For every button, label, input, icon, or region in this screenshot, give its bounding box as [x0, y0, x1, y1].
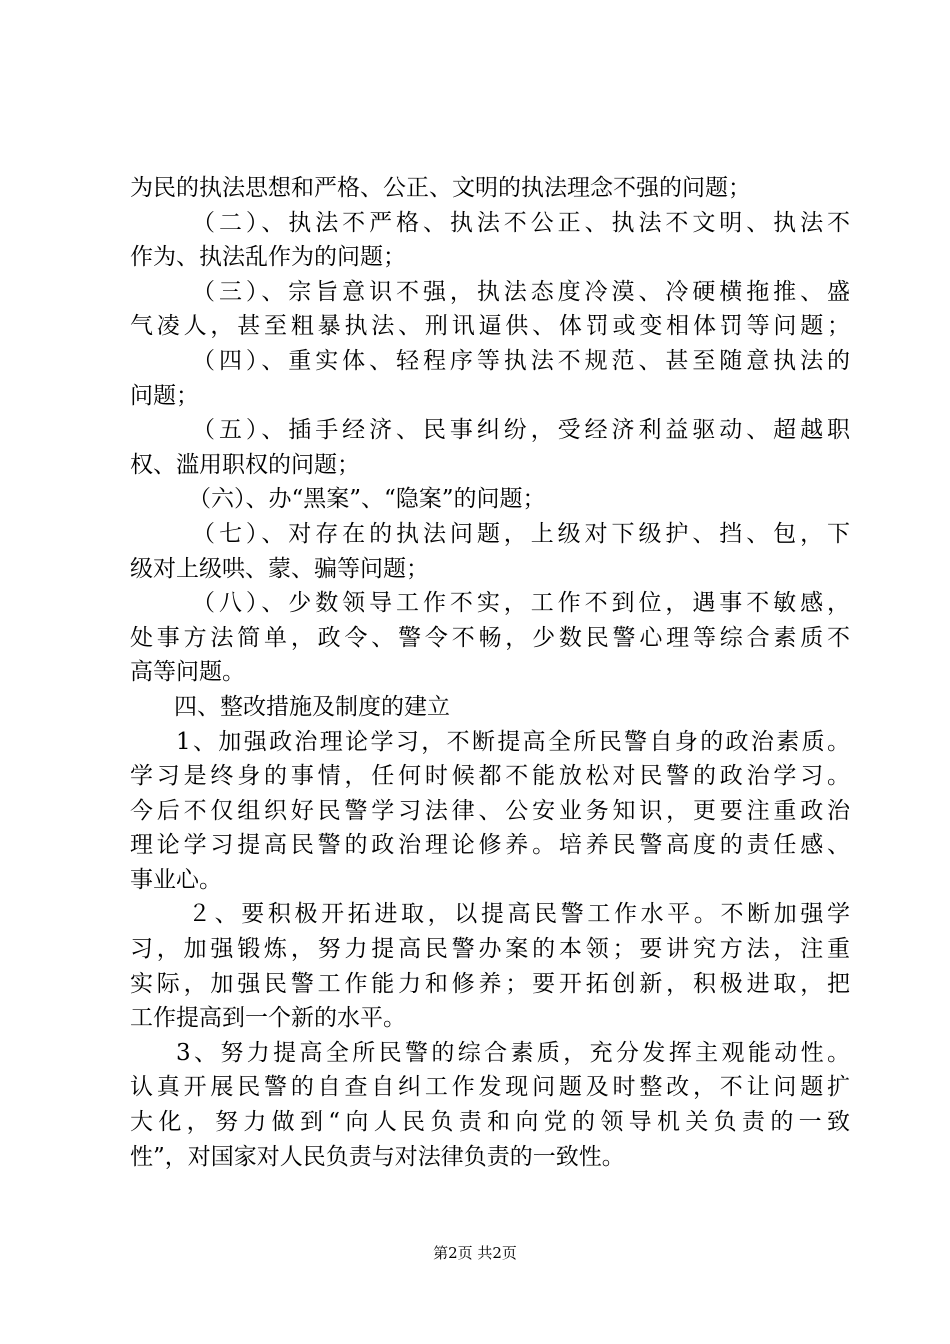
text-line: 性”，对国家对人民负责与对法律负责的一致性。 — [130, 1143, 625, 1170]
text-line: 级对上级哄、蒙、骗等问题； — [130, 555, 429, 582]
text-line: 大化，努力做到“向人民负责和向党的领导机关负责的一致 — [130, 1109, 850, 1136]
text-line: 习，加强锻炼，努力提高民警办案的本领；要讲究方法，注重 — [130, 936, 850, 963]
text-line: 今后不仅组织好民警学习法律、公安业务知识，更要注重政治 — [130, 797, 850, 824]
text-line: （六）、办“黑案”、“隐案”的问题； — [188, 486, 546, 513]
text-line: 事业心。 — [130, 866, 222, 893]
text-line: 实际，加强民警工作能力和修养；要开拓创新，积极进取，把 — [130, 970, 850, 997]
text-line: 理论学习提高民警的政治理论修养。培养民警高度的责任感、 — [130, 832, 850, 859]
text-line: 四、整改措施及制度的建立 — [174, 693, 450, 720]
text-line: 工作提高到一个新的水平。 — [130, 1005, 406, 1032]
document-body — [130, 171, 850, 1174]
text-line: 问题； — [130, 382, 199, 409]
text-line: （八）、少数领导工作不实，工作不到位，遇事不敏感， — [192, 590, 850, 617]
text-line: （四）、重实体、轻程序等执法不规范、甚至随意执法的 — [192, 347, 850, 374]
page-footer: 第2页 共2页 — [433, 1244, 517, 1262]
text-line: 作为、执法乱作为的问题； — [130, 244, 406, 271]
text-line: ２、要积极开拓进取，以提高民警工作水平。不断加强学 — [188, 901, 850, 928]
text-line: （三）、宗旨意识不强，执法态度冷漠、冷硬横拖推、盛 — [192, 278, 850, 305]
text-line: 高等问题。 — [130, 659, 245, 686]
text-line: 1、加强政治理论学习，不断提高全所民警自身的政治素质。 — [176, 728, 850, 755]
text-line: 学习是终身的事情，任何时候都不能放松对民警的政治学习。 — [130, 763, 850, 790]
text-line: 权、滥用职权的问题； — [130, 451, 360, 478]
text-line: （七）、对存在的执法问题，上级对下级护、挡、包，下 — [192, 520, 850, 547]
text-line: 处事方法简单，政令、警令不畅，少数民警心理等综合素质不 — [130, 624, 850, 651]
text-line: （二）、执法不严格、执法不公正、执法不文明、执法不 — [192, 209, 850, 236]
text-line: 3、努力提高全所民警的综合素质，充分发挥主观能动性。 — [176, 1039, 850, 1066]
text-line: 气凌人，甚至粗暴执法、刑讯逼供、体罚或变相体罚等问题； — [130, 313, 850, 340]
text-line: （五）、插手经济、民事纠纷，受经济利益驱动、超越职 — [192, 417, 850, 444]
text-line: 为民的执法思想和严格、公正、文明的执法理念不强的问题； — [130, 175, 751, 201]
text-line: 认真开展民警的自查自纠工作发现问题及时整改，不让问题扩 — [130, 1074, 850, 1101]
